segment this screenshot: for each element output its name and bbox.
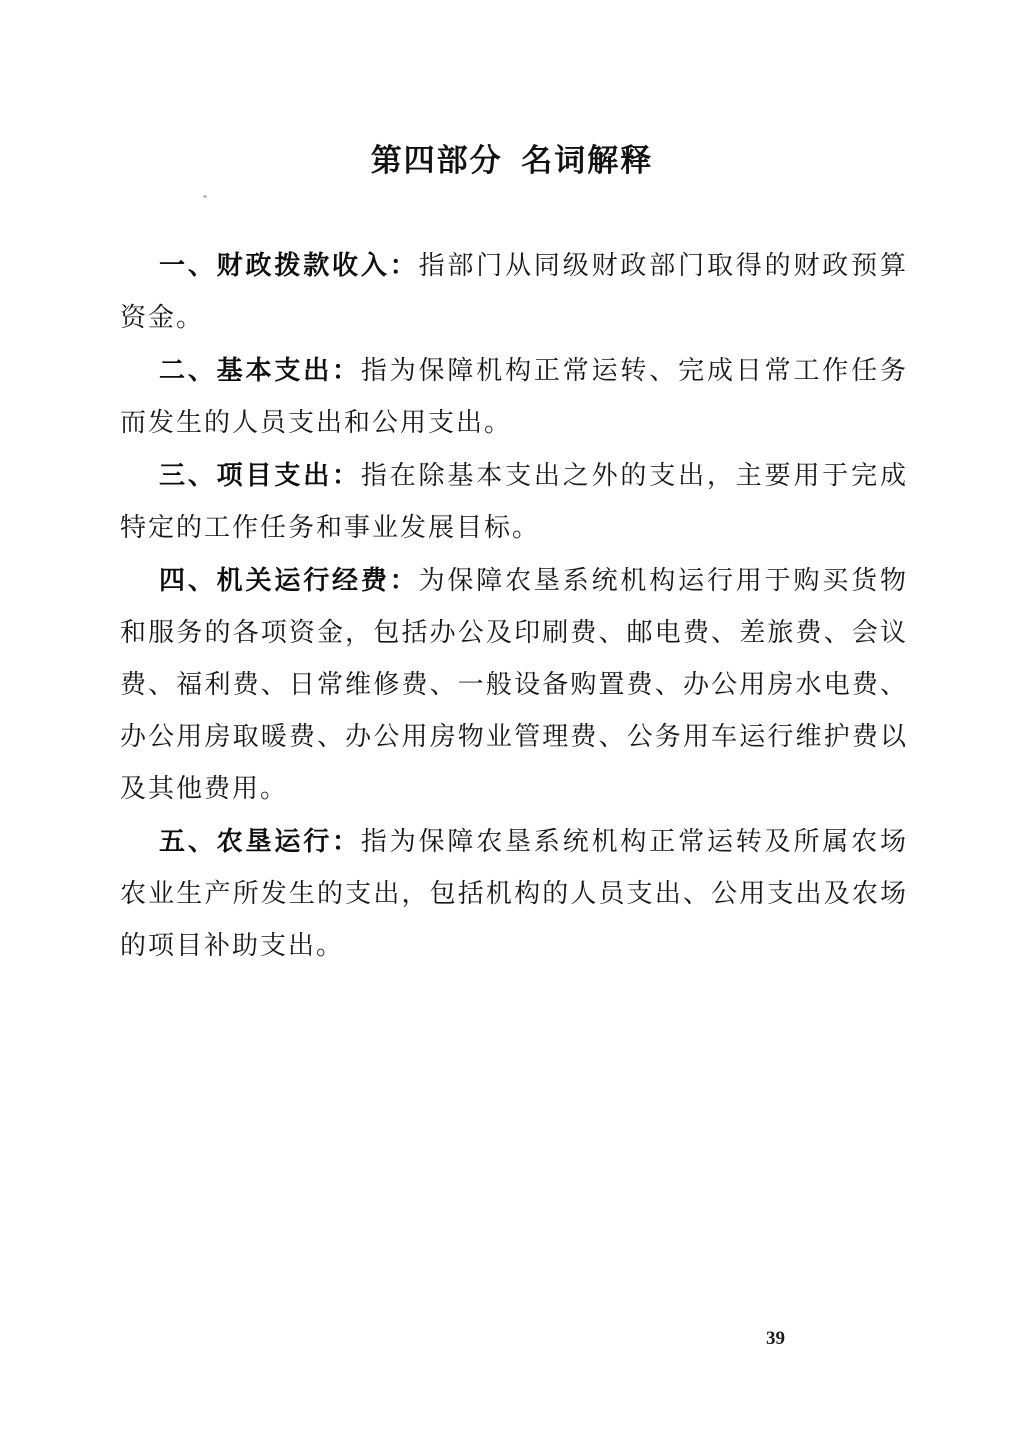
definition-paragraph: [120, 239, 908, 344]
scan-speckle: [203, 195, 207, 198]
definition-paragraph: [120, 554, 908, 815]
term-label: 三、项目支出：: [159, 460, 361, 490]
page-title: 第四部分 名词解释: [370, 143, 654, 178]
term-definition: 指为保障农垦系统机构正常运转及所属农场农业生产所发生的支出，包括机构的人员支出、公用支出及农场的项目补助支出。: [120, 827, 908, 960]
definition-paragraph: [120, 449, 908, 554]
term-definition: 指为保障机构正常运转、完成日常工作任务而发生的人员支出和公用支出。: [120, 356, 908, 437]
term-definition: 指部门从同级财政部门取得的财政预算资金。: [120, 251, 908, 332]
document-body: [120, 239, 908, 972]
term-definition: 为保障农垦系统机构运行用于购买货物和服务的各项资金，包括办公及印刷费、邮电费、差旅费、会议费、福利费、日常维修费、一般设备购置费、办公用房水电费、办公用房取暖费、办公用房物业管理费、公务用车运行维护费以及其他费用。: [120, 566, 908, 803]
term-label: 四、机关运行经费：: [159, 565, 419, 595]
term-label: 二、基本支出：: [159, 355, 361, 385]
page-number: 39: [766, 1328, 785, 1349]
term-label: 一、财政拨款收入：: [159, 250, 419, 280]
definition-paragraph: [120, 344, 908, 449]
term-label: 五、农垦运行：: [159, 826, 361, 856]
definition-paragraph: [120, 815, 908, 972]
term-definition: 指在除基本支出之外的支出，主要用于完成特定的工作任务和事业发展目标。: [120, 461, 908, 542]
